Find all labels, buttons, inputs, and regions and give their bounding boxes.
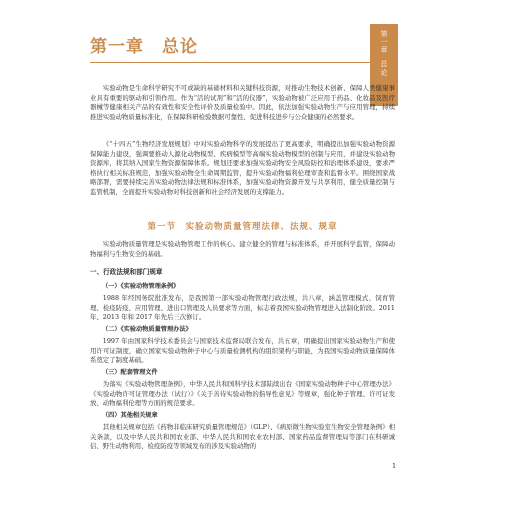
subsection-paragraph-3: 为落实《实验动物管理条例》，中华人民共和国科学技术部陆续出台《国家实验动物种子中心管理办法》《实验动物许可证管理办法（试行）》《关于善待实验动物的指导性意见》等规章，强化种子管理、许可证发放、动物福利伦理等方面的规范要求。: [90, 380, 395, 408]
book-page: [62, 0, 442, 520]
tab-chapter-label: 第一章: [380, 30, 388, 54]
intro-paragraph-2: 《“十四五”生物经济发展规划》中对实验动物科学的发展提出了更高要求，明确提出加强实验动物资源保障能力建设，强调要推动人源化动物模型、疾病模型等高端实验动物模型的创制与应用，并建设实验动物资源库，将其纳入国家生物资源保障体系。规划还要求加强实验动物安全风险防控和治理体系建设，要求严格执行相关标准规范，加强实验动物全生命周期监管，提升实验动物福利伦理审查和监督水平。围绕国家战略部署，需要持续完善实验动物法律法规和标准体系，加强实验动物资源开发与共享利用，健全质量控制与监管机制，全面提升实验动物对科技创新和社会经济发展的支撑能力。: [90, 140, 395, 196]
subheading-2: （二）《实验动物质量管理办法》: [102, 326, 192, 333]
section-paragraph-1: 实验动物质量管理是实验动物管理工作的核心。建立健全的管理与标准体系，并开展科学监管，保障动物福利与生物安全的基础。: [90, 240, 395, 258]
subheading-4: （四）其他相关规章: [102, 412, 158, 419]
chapter-divider: [90, 62, 395, 63]
subsection-paragraph-4: 其他相关规章包括《药物非临床研究质量管理规范》（GLP）、《病原微生物实验室生物安全管理条例》相关条款，以及中华人民共和国农业部、中华人民共和国农业农村部、国家药品监督管理局等部门在科研诚信、野生动物利用、检疫防疫等领域发布的涉及实验动物的: [90, 423, 395, 451]
intro-paragraph-1: 实验动物是生命科学研究不可或缺的基础材料和关键科技资源，对推动生物技术创新、保障人类健康事业具有重要的驱动和引领作用。作为“活的试剂”和“活的仪器”，实验动物被广泛应用于药品、化妆品及医疗器械等健康相关产品的有效性和安全性评价及质量检验中。因此，依法加强实验动物生产与应用管理，持续推进实验动物质量标准化，在保障科研检验数据可靠性、促进科技进步与公众健康的必然要求。: [90, 84, 395, 121]
subheading-3: （三）配套管理文件: [102, 369, 158, 376]
section-title: 第一节 实验动物质量管理法律、法规、规章: [147, 222, 338, 232]
heading-regulations: 一、行政法规和部门规章: [90, 268, 163, 276]
chapter-title: 第一章 总论: [90, 37, 198, 57]
tab-chapter-name: 总论: [380, 60, 388, 78]
subsection-paragraph-1: 1988 年经国务院批准发布，是我国第一部实验动物管理行政法规，共八章，涵盖管理模式、饲育管理、检疫防疫、应用管理、进出口管理及人员要求等方面，标志着我国实验动物管理进入法制化阶段。2011 年、2013 年和 2017 年先后三次修订。: [90, 294, 395, 322]
subheading-1: （一）《实验动物管理条例》: [102, 283, 180, 290]
subsection-paragraph-2: 1997 年由国家科学技术委员会与国家技术监督局联合发布，共五章，明确提出国家实验动物生产和使用许可证制度，确立国家实验动物种子中心与质量检测机构的组织架构与职能，为我国实验动物质量保障体系奠定了制度基础。: [90, 337, 395, 365]
page-number: 1: [392, 462, 397, 470]
